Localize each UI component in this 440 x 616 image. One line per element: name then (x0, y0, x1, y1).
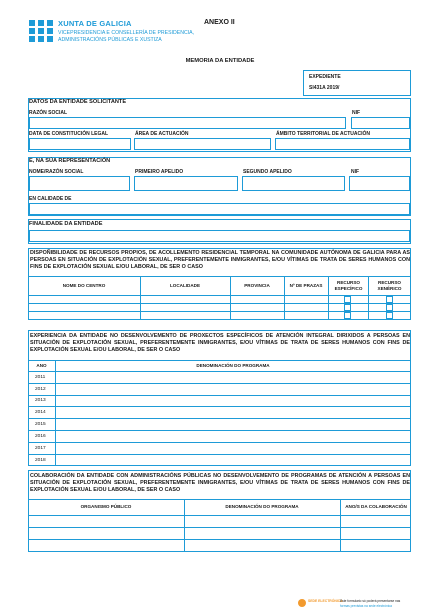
calidade-field[interactable] (29, 203, 410, 215)
experiencia-row-divider (28, 454, 411, 455)
recursos-header-provincia: PROVINCIA (244, 282, 270, 288)
org-subtitle-2: ADMINISTRACIÓNS PÚBLICAS E XUSTIZA (58, 37, 162, 43)
colaboracion-header-organismo: ORGANISMO PÚBLICO (80, 504, 132, 510)
sede-electronica-logo (298, 599, 306, 607)
ambito-label: ÁMBITO TERRITORIAL DE ACTUACIÓN (276, 131, 370, 137)
expediente-value: SI431A 2019/ (309, 85, 340, 91)
colaboracion-col-divider (340, 499, 341, 552)
finalidade-title: FINALIDADE DA ENTIDADE (29, 221, 103, 227)
experiencia-row-divider (28, 442, 411, 443)
calidade-label: EN CALIDADE DE (29, 196, 72, 202)
doc-title: MEMORIA DA ENTIDADE (185, 58, 255, 64)
org-name: XUNTA DE GALICIA (58, 19, 132, 28)
org-subtitle-1: VICEPRESIDENCIA E CONSELLERÍA DE PRESIDENCIA, (58, 30, 195, 36)
recursos-row-divider (28, 311, 411, 312)
year-2011: 2011 (35, 375, 46, 380)
year-2014: 2014 (35, 410, 46, 415)
recursos-row-divider (28, 303, 411, 304)
colaboracion-header-programa: DENOMINACIÓN DO PROGRAMA (225, 504, 299, 510)
segundo-apelido-label: SEGUNDO APELIDO (243, 169, 292, 175)
experiencia-header-programa: DENOMINACIÓN DO PROGRAMA (196, 362, 270, 368)
experiencia-row-divider (28, 406, 411, 407)
sede-electronica-label: SEDE ELECTRÓNICA (308, 599, 343, 603)
ambito-field[interactable] (275, 138, 410, 150)
recursos-header-prazas: Nº DE PRAZAS (289, 282, 323, 288)
colaboracion-text: COLABORACIÓN DA ENTIDADE CON ADMINISTRACIÓNS PÚBLICAS NO DESENVOLVEMENTO DE PROGRAMAS DE ATENCIÓN A PERSOAS EN SITUACIÓN DE EXPLOTACIÓN SEXUAL, PREFERENTEMENTE INMIGRANTES, E/OU VÍTIMAS DE TRATA DE SERES HUMANOS CON FINS DE EXPLOTACIÓN SEXUAL E/OU LABORAL, DE SER O CASO (30, 473, 410, 494)
experiencia-header-ano: ANO (36, 362, 47, 368)
rep-nif-label: NIF (351, 169, 360, 175)
nome-field[interactable] (29, 176, 130, 191)
recursos-text: DISPOÑIBILIDADE DE RECURSOS PROPIOS, DE ACOLLEMENTO RESIDENCIAL TEMPORAL NA COMUNIDADE AUTÓNOMA DE GALICIA PARA AS PERSOAS EN SITUACIÓN DE EXPLOTACIÓN SEXUAL, PREFERENTEMENTE INMIGRANTES, E/OU VÍTIMAS DE TRATA DE SERES HUMANOS CON FINS DE EXPLOTACIÓN SEXUAL E/OU LABORAL, DE SER O CASO (30, 250, 410, 271)
xenerico-checkbox[interactable] (386, 312, 393, 319)
primeiro-apelido-field[interactable] (134, 176, 238, 191)
especifico-checkbox[interactable] (344, 296, 351, 303)
experiencia-row-divider (28, 383, 411, 384)
footer-note-1: Este formulario só poderá presentarse nas (340, 599, 401, 603)
xunta-emblem-icon (28, 19, 54, 43)
nif-label: NIF (352, 110, 361, 116)
year-2017: 2017 (35, 446, 46, 451)
solicitante-title: DATOS DA ENTIDADE SOLICITANTE (29, 99, 127, 105)
area-actuacion-label: ÁREA DE ACTUACIÓN (135, 131, 189, 137)
data-constitucion-field[interactable] (29, 138, 131, 150)
experiencia-row-divider (28, 430, 411, 431)
experiencia-row-divider (28, 395, 411, 396)
rep-nif-field[interactable] (349, 176, 410, 191)
finalidade-field[interactable] (29, 230, 410, 242)
razon-social-field[interactable] (29, 117, 346, 129)
xenerico-checkbox[interactable] (386, 296, 393, 303)
nif-field[interactable] (351, 117, 410, 129)
colaboracion-row-divider (28, 539, 411, 540)
xunta-logo (28, 19, 54, 43)
data-constitucion-label: DATA DE CONSTITUCIÓN LEGAL (29, 131, 109, 137)
experiencia-col-divider (55, 360, 56, 466)
segundo-apelido-field[interactable] (242, 176, 345, 191)
recursos-header-localidade: LOCALIDADE (169, 282, 201, 288)
experiencia-row-divider (28, 418, 411, 419)
recursos-header-especifico: RECURSO ESPECÍFICO (334, 280, 363, 291)
nome-label: NOME/RAZÓN SOCIAL (29, 169, 84, 175)
especifico-checkbox[interactable] (344, 312, 351, 319)
year-2012: 2012 (35, 387, 46, 392)
representacion-title: E, NA SÚA REPRESENTACIÓN (29, 158, 111, 164)
year-2015: 2015 (35, 422, 46, 427)
experiencia-row-divider (28, 371, 411, 372)
experiencia-text: EXPERIENCIA DA ENTIDADE NO DESENVOLVEMENTO DE PROXECTOS ESPECÍFICOS DE ATENCIÓN INTEGRAL DIRIXIDOS A PERSOAS EN SITUACIÓN DE EXPLOTACIÓN SEXUAL, PREFERENTEMENTE INMIGRANTES, E/OU VÍTIMAS DE TRATA DE SERES HUMANOS CON FINS DE EXPLOTACIÓN SEXUAL E/OU LABORAL, DE SER O CASO (30, 333, 410, 354)
recursos-header-nome: NOME DO CENTRO (62, 282, 106, 288)
razon-social-label: RAZÓN SOCIAL (29, 110, 68, 116)
annex-label: ANEXO II (204, 19, 235, 26)
xenerico-checkbox[interactable] (386, 304, 393, 311)
colaboracion-header-anos: ANO/S DA COLABORACIÓN (345, 504, 407, 510)
area-actuacion-field[interactable] (134, 138, 271, 150)
recursos-row-divider (28, 295, 411, 296)
year-2016: 2016 (35, 434, 46, 439)
primeiro-apelido-label: PRIMEIRO APELIDO (135, 169, 184, 175)
footer-note-2: formas previstas na sede electrónica (340, 604, 392, 608)
colaboracion-row-divider (28, 527, 411, 528)
colaboracion-row-divider (28, 515, 411, 516)
expediente-label: EXPEDIENTE (309, 74, 341, 80)
especifico-checkbox[interactable] (344, 304, 351, 311)
experiencia-table (28, 360, 411, 466)
recursos-col-divider (328, 276, 329, 320)
year-2013: 2013 (35, 398, 46, 403)
recursos-header-xenerico: RECURSO XENÉRICO (377, 280, 402, 291)
year-2018: 2018 (35, 458, 46, 463)
